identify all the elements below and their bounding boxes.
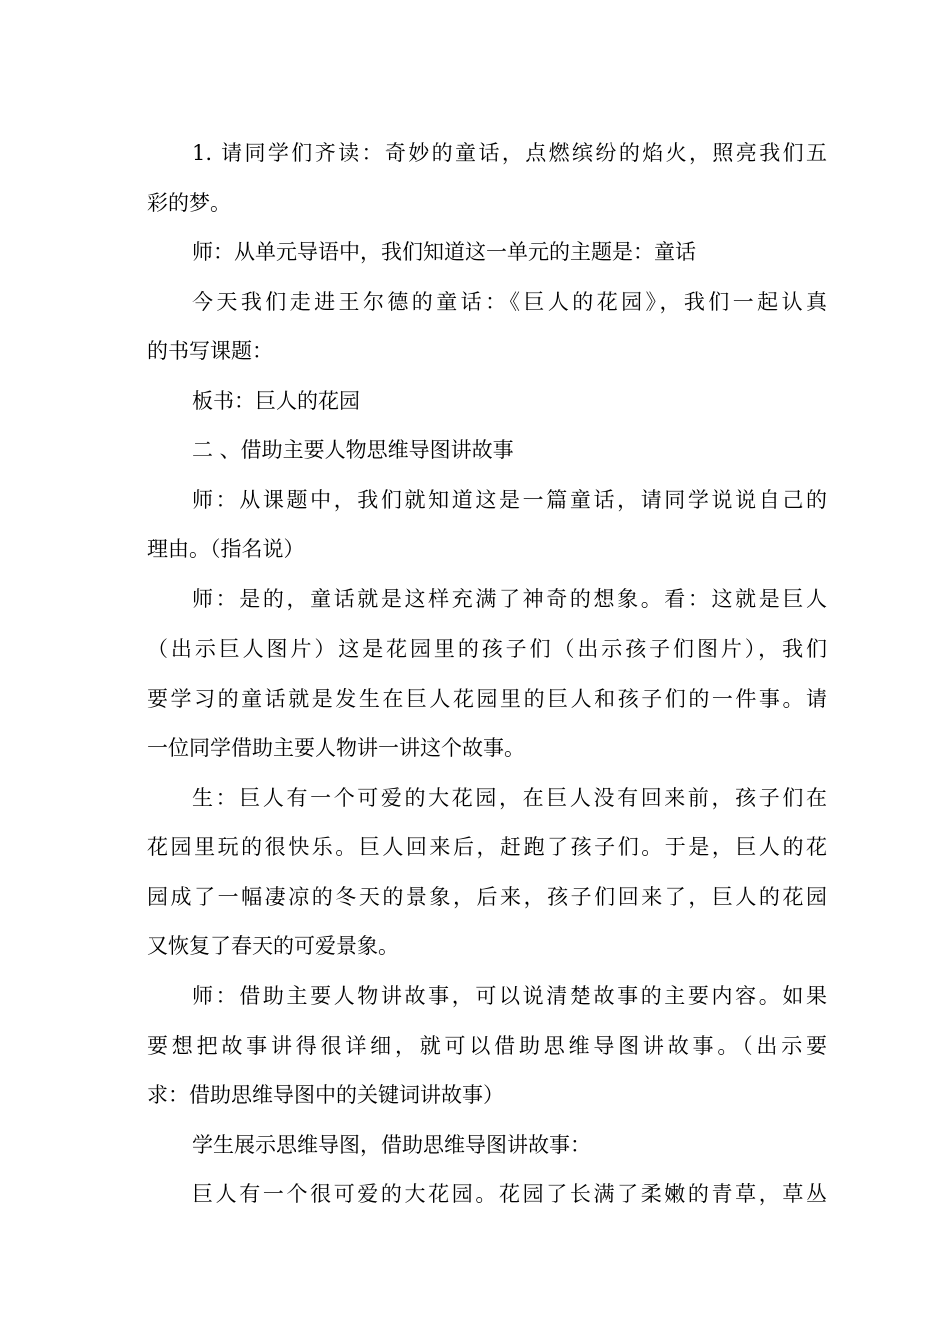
text-line-15: 花园里玩的很快乐。巨人回来后，赶跑了孩子们。于是，巨人的花 [147, 835, 827, 859]
text-line-20: 求：借助思维导图中的关键词讲故事） [147, 1083, 504, 1107]
text-line-17: 又恢复了春天的可爱景象。 [147, 934, 399, 958]
text-line-13: 一位同学借助主要人物讲一讲这个故事。 [147, 736, 525, 760]
text-line-8: 师：从课题中，我们就知道这是一篇童话，请同学说说自己的 [192, 488, 827, 512]
text-line-14: 生：巨人有一个可爱的大花园，在巨人没有回来前，孩子们在 [192, 786, 827, 810]
text-line-21: 学生展示思维导图，借助思维导图讲故事： [192, 1133, 591, 1157]
text-line-10: 师：是的，童话就是这样充满了神奇的想象。看：这就是巨人 [192, 587, 827, 611]
text-line-22: 巨人有一个很可爱的大花园。花园了长满了柔嫩的青草，草丛 [192, 1182, 827, 1206]
text-line-19: 要想把故事讲得很详细，就可以借助思维导图讲故事。（出示要 [147, 1034, 827, 1058]
section-heading: 二 、借助主要人物思维导图讲故事 [192, 438, 514, 462]
text-line-18: 师：借助主要人物讲故事，可以说清楚故事的主要内容。如果 [192, 984, 827, 1008]
text-line-5: 的书写课题： [147, 339, 273, 363]
text-line-12: 要学习的童话就是发生在巨人花园里的巨人和孩子们的一件事。请 [147, 687, 827, 711]
text-line-1: 1. 请同学们齐读：奇妙的童话，点燃缤纷的焰火，照亮我们五 [192, 141, 827, 165]
text-line-4: 今天我们走进王尔德的童话：《巨人的花园》，我们一起认真 [192, 290, 827, 314]
text-line-2: 彩的梦。 [147, 191, 231, 215]
text-line-3: 师：从单元导语中，我们知道这一单元的主题是：童话 [192, 240, 696, 264]
text-line-16: 园成了一幅凄凉的冬天的景象，后来，孩子们回来了，巨人的花园 [147, 885, 827, 909]
text-line-9: 理由。（指名说） [147, 537, 305, 561]
text-line-11: （出示巨人图片）这是花园里的孩子们（出示孩子们图片），我们 [147, 637, 827, 661]
text-line-6: 板书：巨人的花园 [192, 389, 360, 413]
